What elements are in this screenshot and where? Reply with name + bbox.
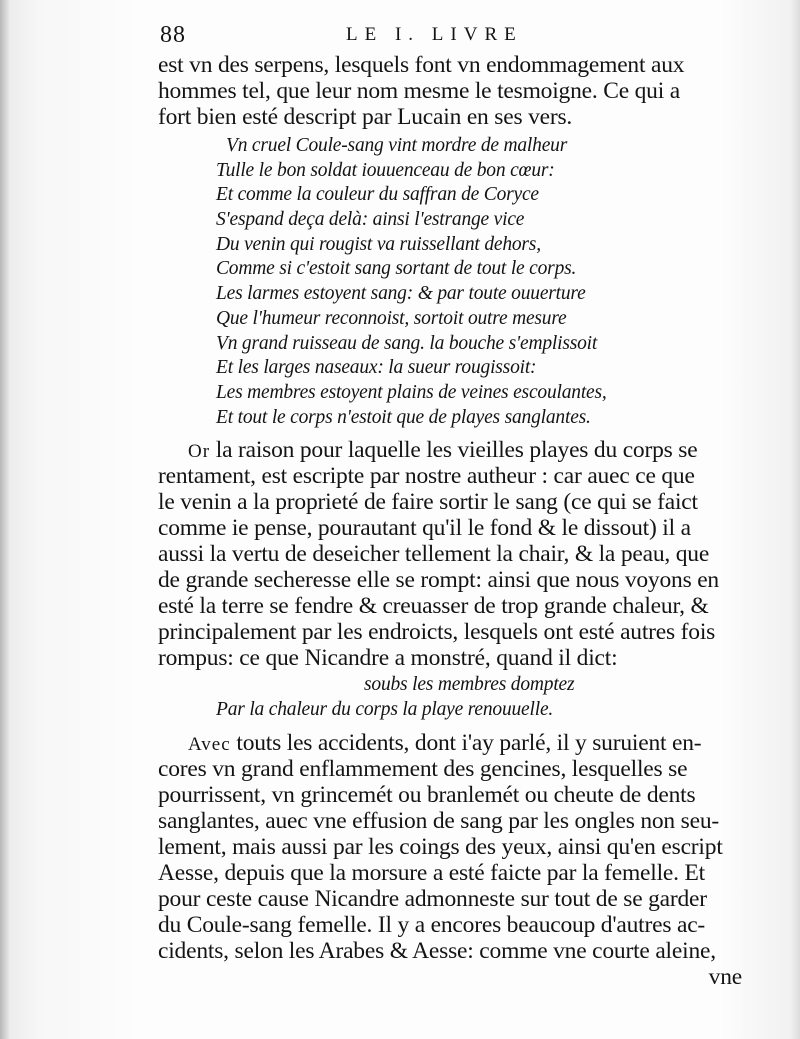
prose-line: hommes tel, que leur nom mesme le tesmoigne. Ce qui a	[158, 78, 680, 104]
prose-line: fort bien esté descript par Lucain en ses vers.	[158, 104, 573, 130]
verse-line: Tulle le bon soldat iouuenceau de bon cœur:	[216, 159, 555, 181]
paragraph-initial: Or	[188, 441, 211, 463]
prose-line: rompus: ce que Nicandre a monstré, quand il dict:	[158, 645, 618, 672]
paragraph-initial: Avec	[188, 733, 231, 755]
verse-line: Et les larges naseaux: la sueur rougissoit:	[216, 357, 537, 379]
prose-line: pour ceste cause Nicandre admonneste sur tout de se garder	[158, 885, 707, 912]
prose-line: est vn des serpens, lesquels font vn endommagement aux	[158, 52, 685, 78]
verse-line: soubs les membres domptez	[364, 674, 575, 696]
verse-line: S'espand deça delà: ainsi l'estrange vice	[216, 209, 525, 231]
paragraph-first-line-text: la raison pour laquelle les vieilles playes du corps se	[210, 437, 698, 464]
verse-line: Comme si c'estoit sang sortant de tout le corps.	[216, 258, 577, 280]
verse-line: Et comme la couleur du saffran de Coryce	[216, 184, 539, 206]
verse-line: Les membres estoyent plains de veines escoulantes,	[216, 381, 607, 403]
verse-line: Les larmes estoyent sang: & par toute ouuerture	[216, 283, 586, 305]
prose-line: cores vn grand enflammement des gencines, lesquelles se	[158, 755, 688, 782]
page-header	[160, 22, 740, 52]
prose-line: de grande secheresse elle se rompt: ainsi que nous voyons en	[158, 567, 719, 594]
verse-line: Du venin qui rougist va ruissellant dehors,	[216, 233, 541, 255]
running-title: LE I. LIVRE	[346, 24, 523, 45]
prose-line: esté la terre se fendre & creuasser de trop grande chaleur, &	[158, 593, 709, 620]
verse-line: Vn cruel Coule-sang vint mordre de malheur	[226, 135, 568, 156]
prose-line: sanglantes, auec vne effusion de sang par les ongles non seu-	[158, 807, 719, 834]
prose-line: comme ie pense, pourautant qu'il le fond & le dissout) il a	[158, 515, 691, 542]
prose-line: aussi la vertu de deseicher tellement la chair, & la peau, que	[158, 541, 710, 568]
page-binding-shadow	[0, 0, 10, 1039]
verse-quotation	[158, 134, 748, 430]
paragraph-first-line-text: touts les accidents, dont i'ay parlé, il y suruient en-	[230, 729, 702, 756]
paragraph-first-line	[158, 730, 748, 756]
prose-line: principalement par les endroicts, lesquels ont esté autres fois	[158, 619, 716, 646]
body-text	[158, 52, 748, 990]
prose-line: pourrissent, vn grincemét ou branlemét ou cheute de dents	[158, 781, 696, 808]
prose-line: le venin a la proprieté de faire sortir le sang (ce qui se faict	[158, 489, 698, 516]
paragraph-first-line	[158, 437, 748, 463]
catchword: vne	[708, 963, 742, 990]
prose-line: du Coule-sang femelle. Il y a encores beaucoup d'autres ac-	[158, 911, 706, 938]
verse-line: Par la chaleur du corps la playe renouuelle.	[216, 698, 554, 720]
verse-line: Que l'humeur reconnoist, sortoit outre mesure	[216, 307, 567, 329]
prose-line: Aesse, depuis que la morsure a esté faicte par la femelle. Et	[158, 859, 705, 886]
page-number: 88	[160, 22, 186, 48]
verse-line: Vn grand ruisseau de sang. la bouche s'emplissoit	[216, 332, 598, 354]
prose-line: lement, mais aussi par les coings des yeux, ainsi qu'en escript	[158, 833, 723, 860]
verse-line: Et tout le corps n'estoit que de playes sanglantes.	[216, 406, 591, 428]
prose-line: rentament, est escripte par nostre autheur : car auec ce que	[158, 463, 695, 490]
prose-line: cidents, selon les Arabes & Aesse: comme vne courte aleine,	[158, 937, 716, 964]
